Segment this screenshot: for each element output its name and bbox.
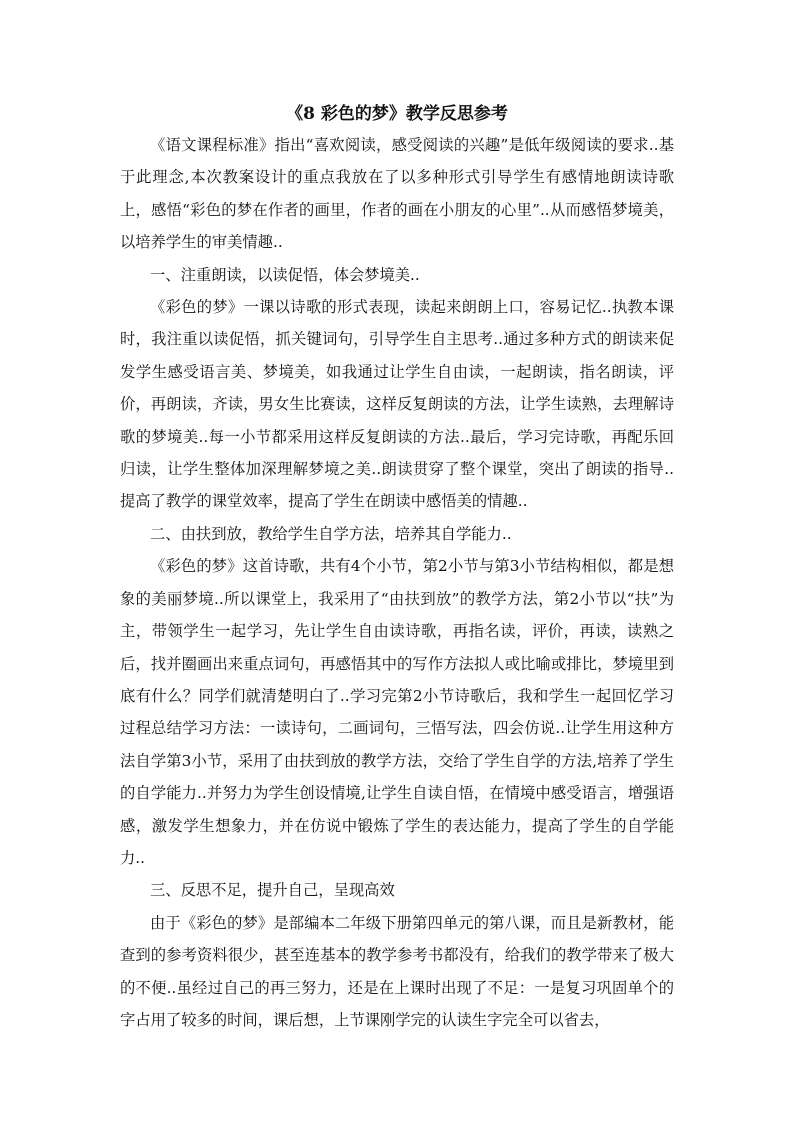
section-3-paragraph: 由于《彩色的梦》是部编本二年级下册第四单元的第八课，而且是新教材，能查到的参考资料很少，甚至连基本的教学参考书都没有，给我们的教学带来了极大的不便..虽经过自己的再三努力，还是在上课时出现了不足：一是复习巩固单个的字占用了较多的时间，课后想，上节课刚学完的认读生字完全可以省去， xyxy=(120,913,674,1029)
section-heading-3: 三、反思不足，提升自己，呈现高效 xyxy=(150,881,395,900)
section-heading-2: 二、由扶到放，教给学生自学方法，培养其自学能力.. xyxy=(150,524,512,543)
document-title: 《8 彩色的梦》教学反思参考 xyxy=(286,104,508,124)
intro-paragraph: 《语文课程标准》指出“喜欢阅读，感受阅读的兴趣”是低年级阅读的要求..基于此理念,本次教案设计的重点我放在了以多种形式引导学生有感情地朗读诗歌上，感悟“彩色的梦在作者的画里，作者的画在小朋友的心里”..从而感悟梦境美，以培养学生的审美情趣.. xyxy=(120,136,674,252)
section-1-paragraph: 《彩色的梦》一课以诗歌的形式表现，读起来朗朗上口，容易记忆..执教本课时，我注重以读促悟，抓关键词句，引导学生自主思考..通过多种方式的朗读来促发学生感受语言美、梦境美，如我通过让学生自由读，一起朗读，指名朗读，评价，再朗读，齐读，男女生比赛读，这样反复朗读的方法，让学生读熟，去理解诗歌的梦境美..每一小节都采用这样反复朗读的方法..最后，学习完诗歌，再配乐回归读，让学生整体加深理解梦境之美..朗读贯穿了整个课堂，突出了朗读的指导..提高了教学的课堂效率，提高了学生在朗读中感悟美的情趣.. xyxy=(120,298,674,511)
document-page xyxy=(120,100,674,1036)
section-heading-1: 一、注重朗读，以读促悟，体会梦境美.. xyxy=(150,265,420,284)
section-2-paragraph: 《彩色的梦》这首诗歌，共有4个小节，第2小节与第3小节结构相似，都是想象的美丽梦境..所以课堂上，我采用了“由扶到放”的教学方法，第2小节以“扶”为主，带领学生一起学习，先让学生自由读诗歌，再指名读，评价，再读，读熟之后，找并圈画出来重点词句，再感悟其中的写作方法拟人或比喻或排比，梦境里到底有什么？同学们就清楚明白了..学习完第2小节诗歌后，我和学生一起回忆学习过程总结学习方法：一读诗句，二画词句，三悟写法，四会仿说..让学生用这种方法自学第3小节，采用了由扶到放的教学方法，交给了学生自学的方法,培养了学生的自学能力..并努力为学生创设情境,让学生自读自悟，在情境中感受语言，增强语感，激发学生想象力，并在仿说中锻炼了学生的表达能力，提高了学生的自学能力.. xyxy=(120,557,674,867)
